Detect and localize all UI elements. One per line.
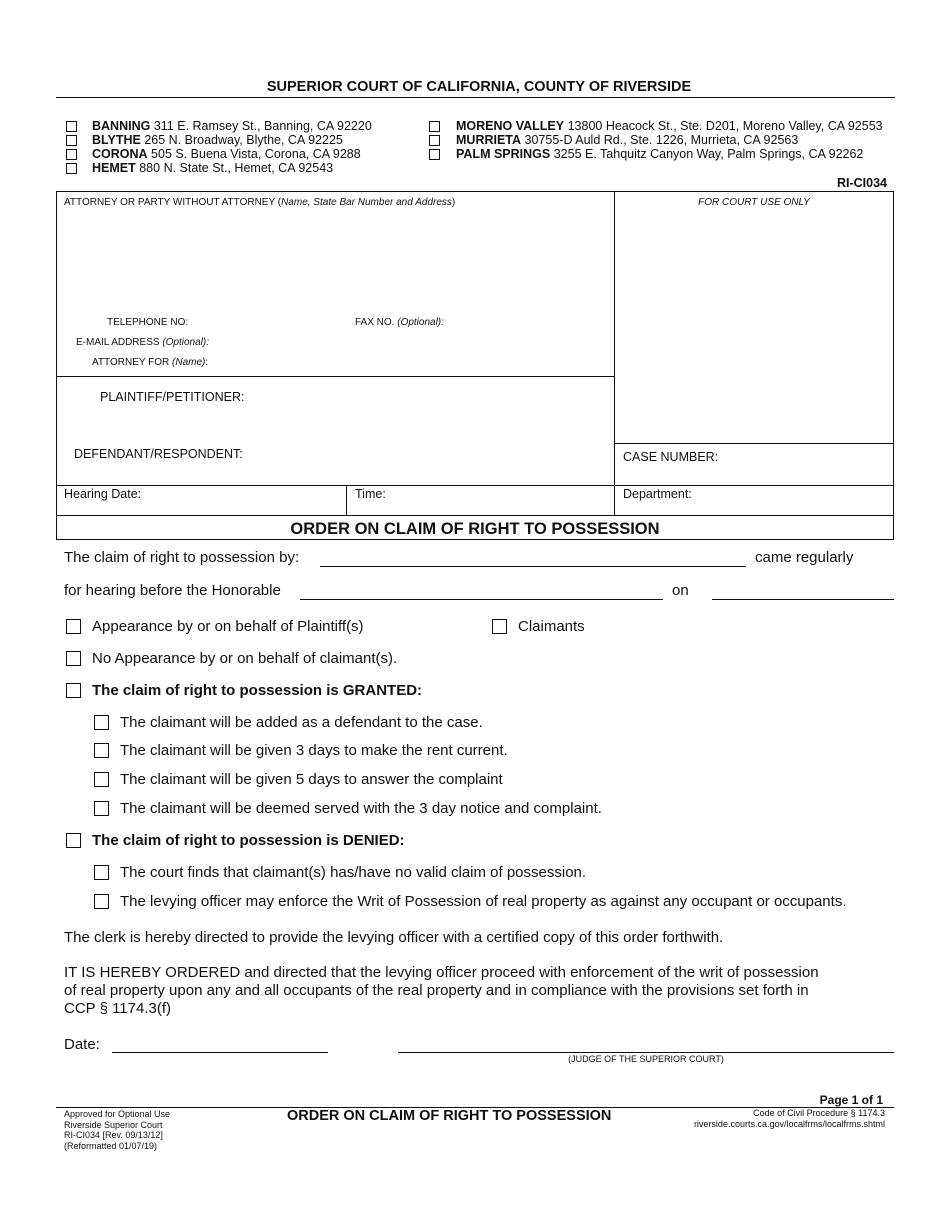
attorney-section-bottom [56,376,614,377]
footer-title: ORDER ON CLAIM OF RIGHT TO POSSESSION [287,1108,612,1124]
denied-option-checkbox[interactable] [94,894,109,909]
ordered-line: CCP § 1174.3(f) [64,1000,171,1017]
form-title: ORDER ON CLAIM OF RIGHT TO POSSESSION [290,520,660,538]
telephone-label: TELEPHONE NO: [107,317,189,328]
granted-label: The claim of right to possession is GRANTED: [92,682,423,699]
location-blythe: BLYTHE 265 N. Broadway, Blythe, CA 92225 [92,133,343,147]
denied-option-label: The court finds that claimant(s) has/have no valid claim of possession. [120,864,587,881]
judge-name-line[interactable] [300,599,663,600]
footer-left-line: RI-CI034 [Rev. 09/13/12] [64,1130,163,1140]
footer-left-line: Riverside Superior Court [64,1119,163,1130]
department-label: Department: [623,487,692,501]
footer-left-line: (Reformatted 01/07/19) [64,1140,158,1151]
caption-divider [614,191,615,515]
denied-option-checkbox[interactable] [94,865,109,880]
court-use-bottom [614,443,894,444]
denied-option-label: The levying officer may enforce the Writ of Possession of real property as against any occupant or occupants. [120,893,847,910]
hearing-divider [346,485,347,515]
judge-signature-line[interactable] [398,1052,894,1053]
claimant-name-line[interactable] [320,566,746,567]
granted-option-label: The claimant will be deemed served with the 3 day notice and complaint. [120,800,602,817]
granted-option-label: The claimant will be added as a defendant to the case. [120,714,483,731]
court-use-label: FOR COURT USE ONLY [698,197,810,208]
no-appearance-checkbox[interactable] [66,651,81,666]
title-row-top [56,515,894,516]
granted-option-label: The claimant will be given 3 days to make the rent current. [120,742,508,759]
claimants-label: Claimants [518,618,585,635]
defendant-label: DEFENDANT/RESPONDENT: [74,447,243,461]
location-corona: CORONA 505 S. Buena Vista, Corona, CA 9288 [92,147,361,161]
case-number-label: CASE NUMBER: [623,450,719,464]
on-label: on [672,582,689,599]
footer-right [694,1108,885,1129]
page-number: Page 1 of 1 [819,1093,883,1107]
hearing-date-label: Hearing Date: [64,487,142,501]
location-checkbox-hemet[interactable] [66,163,77,174]
header-rule [56,97,895,98]
granted-option-checkbox[interactable] [94,772,109,787]
court-title: SUPERIOR COURT OF CALIFORNIA, COUNTY OF RIVERSIDE [266,79,692,95]
footer-right-line: Code of Civil Procedure § 1174.3 [753,1108,885,1118]
appearance-plaintiff-label: Appearance by or on behalf of Plaintiff(s) [92,618,364,635]
denied-label: The claim of right to possession is DENIED: [92,832,405,849]
appearance-plaintiff-checkbox[interactable] [66,619,81,634]
location-checkbox-moreno-valley[interactable] [429,121,440,132]
location-hemet: HEMET 880 N. State St., Hemet, CA 92543 [92,161,334,175]
hearing-before-label: for hearing before the Honorable [64,582,281,599]
granted-checkbox[interactable] [66,683,81,698]
ordered-line: IT IS HEREBY ORDERED and directed that the levying officer proceed with enforcement of the writ of possession [64,964,819,981]
claimants-checkbox[interactable] [492,619,507,634]
date-line[interactable] [112,1052,328,1053]
hearing-date-line[interactable] [712,599,894,600]
location-murrieta: MURRIETA 30755-D Auld Rd., Ste. 1226, Murrieta, CA 92563 [456,133,799,147]
footer-right-line: riverside.courts.ca.gov/localfrms/localfrms.shtml [693,1118,885,1129]
fax-label: FAX NO. (Optional): [355,317,444,328]
date-label: Date: [64,1036,100,1053]
location-checkbox-banning[interactable] [66,121,77,132]
granted-option-checkbox[interactable] [94,715,109,730]
footer-left-line: Approved for Optional Use [64,1109,171,1119]
email-label: E-MAIL ADDRESS (Optional): [76,337,210,348]
granted-option-label: The claimant will be given 5 days to answer the complaint [120,771,503,788]
location-checkbox-corona[interactable] [66,149,77,160]
ordered-line: of real property upon any and all occupants of the real property and in compliance with the provisions set forth in [64,982,809,999]
attorney-label: ATTORNEY OR PARTY WITHOUT ATTORNEY (Name, State Bar Number and Address) [64,197,456,208]
form-id: RI-CI034 [836,176,887,190]
hearing-row-top [56,485,894,486]
attorney-for-label: ATTORNEY FOR (Name): [92,357,209,368]
location-palm-springs: PALM SPRINGS 3255 E. Tahquitz Canyon Way, Palm Springs, CA 92262 [456,147,864,161]
granted-option-checkbox[interactable] [94,743,109,758]
clerk-directed-text: The clerk is hereby directed to provide the levying officer with a certified copy of this order forthwith. [64,929,724,946]
no-appearance-label: No Appearance by or on behalf of claimant(s). [92,650,398,667]
location-checkbox-murrieta[interactable] [429,135,440,146]
footer-left [64,1109,170,1151]
time-label: Time: [355,487,386,501]
denied-checkbox[interactable] [66,833,81,848]
location-checkbox-blythe[interactable] [66,135,77,146]
location-banning: BANNING 311 E. Ramsey St., Banning, CA 92220 [92,119,372,133]
judge-label: (JUDGE OF THE SUPERIOR COURT) [568,1054,724,1064]
location-moreno-valley: MORENO VALLEY 13800 Heacock St., Ste. D201, Moreno Valley, CA 92553 [456,119,883,133]
granted-option-checkbox[interactable] [94,801,109,816]
claim-by-label: The claim of right to possession by: [64,549,300,566]
location-checkbox-palm-springs[interactable] [429,149,440,160]
plaintiff-label: PLAINTIFF/PETITIONER: [100,390,245,404]
came-regularly-label: came regularly [755,549,854,566]
